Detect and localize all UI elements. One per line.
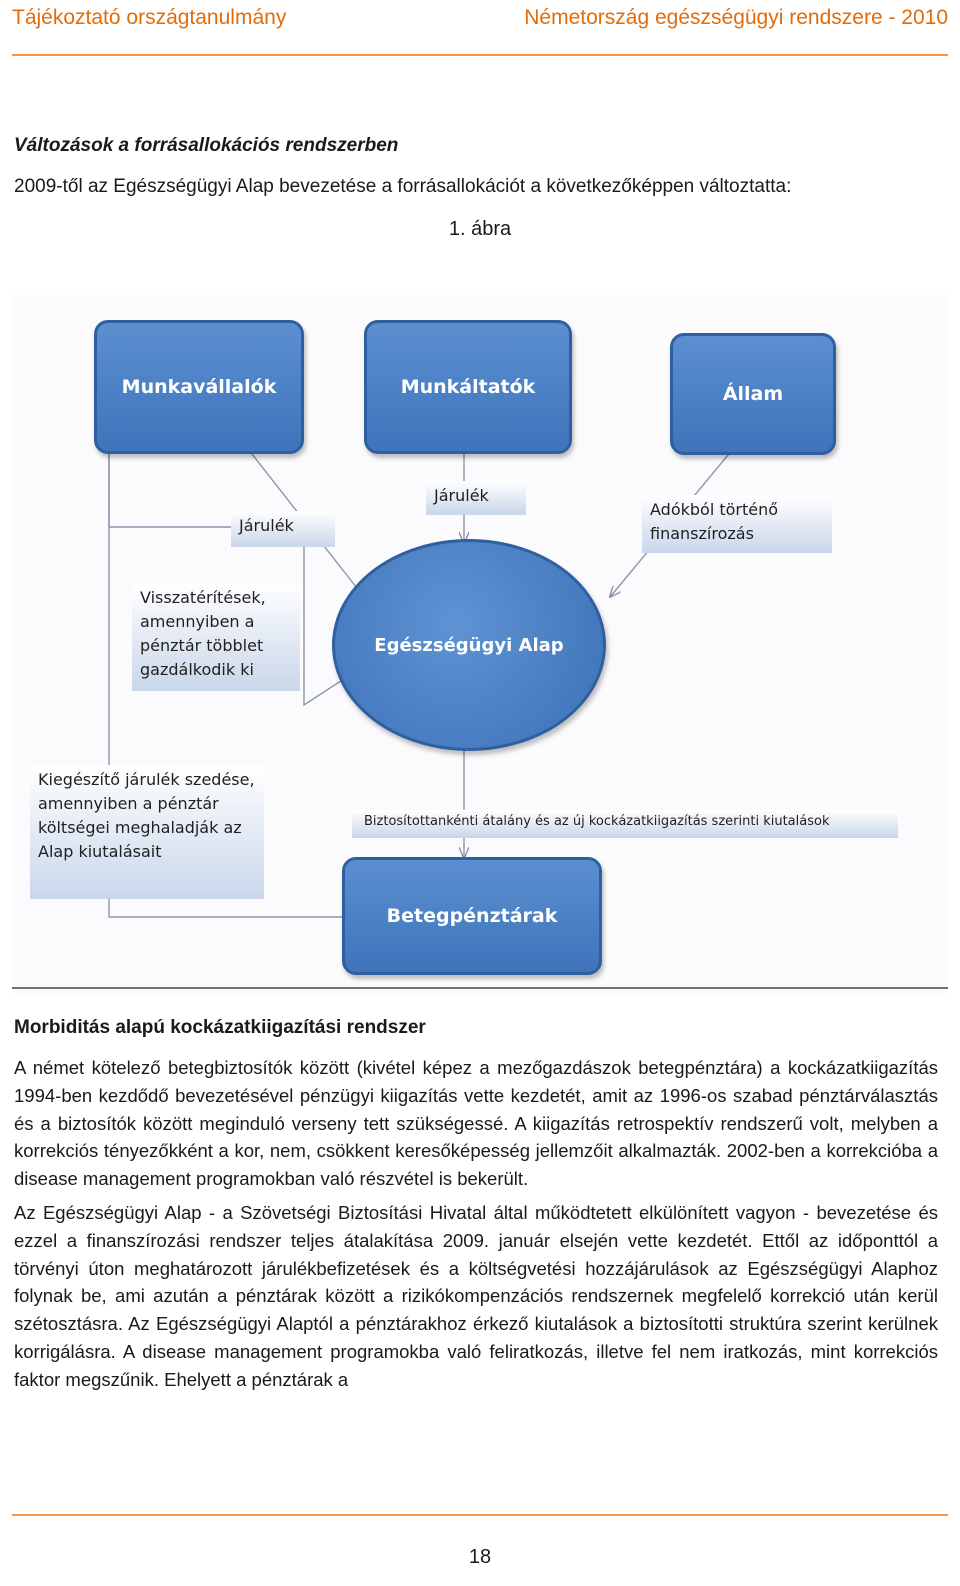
- section-intro: 2009-től az Egészségügyi Alap bevezetése a forrásallokációt a következőképpen változtatta:: [14, 176, 792, 197]
- footer-rule: [12, 1514, 948, 1516]
- header-left-title: Tájékoztató országtanulmány: [12, 6, 287, 29]
- note-contribution-employees: Járulék: [231, 511, 335, 547]
- note-tax-financing: Adókból történő finanszírozás: [642, 495, 832, 553]
- paragraph-health-fund: Az Egészségügyi Alap - a Szövetségi Biztosítási Hivatal által működtetett elkülönített vagyon - bevezetése és ezzel a finanszírozási rendszer teljes átalakítása 2009. január elsején vette kezdetét. Ettől az időponttól a törvényi úton meghatározott járulékbefizetések és a költségvetési hozzájárulások az Egészségügyi Alaphoz folynak be, ami azután a pénztárak között a rizikókompenzációs rendszernek megfelelő korrekció után kerül szétosztásra. Az Egészségügyi Alaptól a pénztárakhoz érkező kiutalások a biztosítotti struktúra szerint kerülnek korrigálásra. A disease management programokba való feliratkozás, illetve fel nem iratkozás, mint korrekciós faktor megszűnik. Ehelyett a pénztárak a: [14, 1201, 938, 1390]
- funding-flow-diagram: [12, 295, 948, 995]
- figure-label: 1. ábra: [448, 218, 512, 240]
- node-state: Állam: [670, 333, 836, 455]
- body-text: [14, 1054, 938, 1394]
- node-health-fund: Egészségügyi Alap: [332, 539, 606, 751]
- node-employees: Munkavállalók: [94, 320, 304, 454]
- note-refunds: Visszatérítések, amennyiben a pénztár többlet gazdálkodik ki: [132, 583, 300, 691]
- note-supplementary-contribution: Kiegészítő járulék szedése, amennyiben a pénztár költségei meghaladják az Alap kiutalásait: [30, 765, 264, 899]
- note-contribution-employers: Járulék: [426, 481, 526, 515]
- note-allocations: Biztosítottankénti átalány és az új kockázatkiigazítás szerinti kiutalások: [352, 810, 898, 838]
- section-title-morbidity: Morbiditás alapú kockázatkiigazítási rendszer: [14, 1017, 426, 1038]
- section-title-resource-allocation: Változások a forrásallokációs rendszerben: [14, 135, 399, 156]
- header-right-title: Németország egészségügyi rendszere - 2010: [524, 6, 948, 29]
- page-header: [0, 0, 960, 56]
- page-number: 18: [468, 1546, 492, 1568]
- paragraph-risk-adjustment: A német kötelező betegbiztosítók között (kivétel képez a mezőgazdászok betegpénztára) a kockázatkiigazítás 1994-ben kezdődő bevezetésével pénzügyi kiigazítás vette kezdetét, amit az 1996-os szabad pénztárválasztás és a biztosítók között meginduló verseny tett szükségessé. A kiigazítás retrospektív rendszerű volt, melyben a korrekciós tényezőkként a kor, nem, csökkent keresőképesség jellemzőit alkalmazták. 2002-ben a korrekcióba a disease management programokban való részvétel is bekerült.: [14, 1057, 938, 1190]
- header-rule: [12, 54, 948, 56]
- node-sickness-funds: Betegpénztárak: [342, 857, 602, 975]
- node-employers: Munkáltatók: [364, 320, 572, 454]
